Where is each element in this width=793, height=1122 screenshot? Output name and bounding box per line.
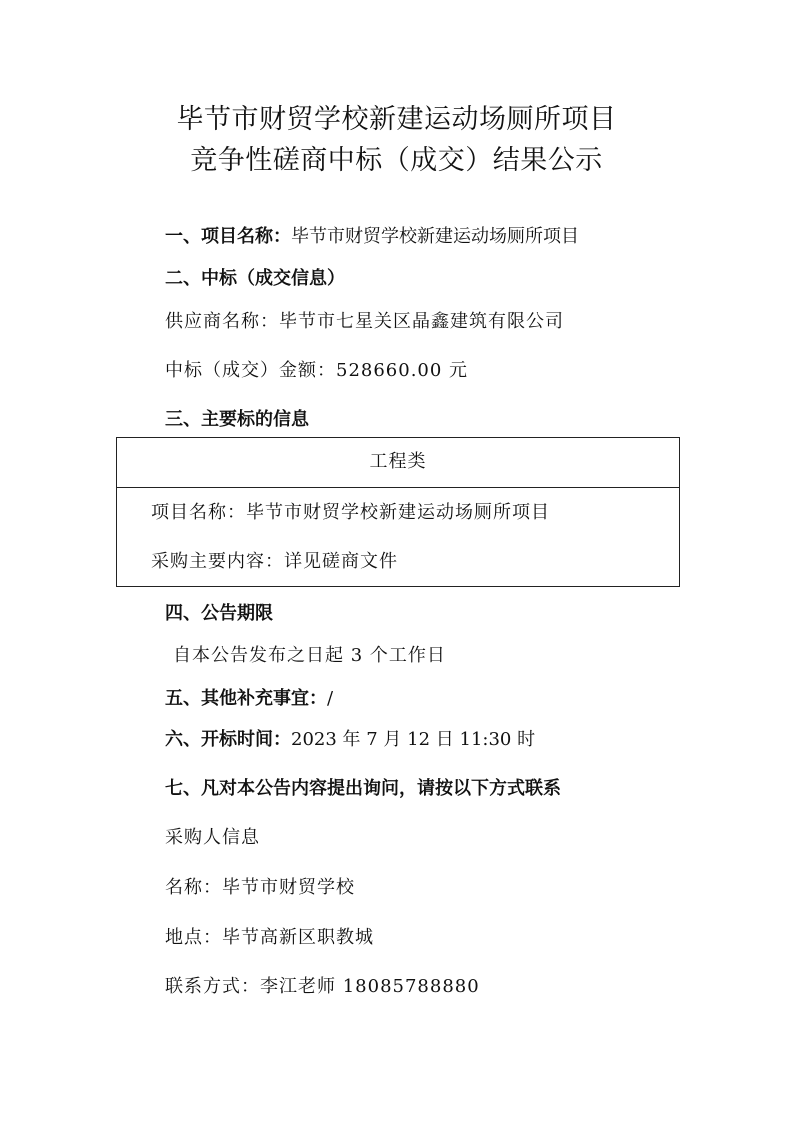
section-main-subject xyxy=(165,405,309,431)
award-amount: 中标（成交）金额：528660.00 元 xyxy=(165,360,469,381)
section-contact xyxy=(165,774,561,800)
section-heading: 三、主要标的信息 xyxy=(165,409,309,430)
section-heading: 四、公告期限 xyxy=(165,603,273,624)
section-heading: 二、中标（成交信息） xyxy=(165,268,345,289)
buyer-name: 名称：毕节市财贸学校 xyxy=(165,877,355,898)
other-matters-value: / xyxy=(327,688,334,709)
document-title-line-2: 竞争性磋商中标（成交）结果公示 xyxy=(190,145,603,176)
bid-opening-time-value: 2023 年 7 月 12 日 11:30 时 xyxy=(291,729,536,750)
section-award-info xyxy=(165,264,345,290)
section-heading: 一、项目名称： xyxy=(165,226,291,247)
section-heading: 五、其他补充事宜： xyxy=(165,688,327,709)
document-title-line-1: 毕节市财贸学校新建运动场厕所项目 xyxy=(176,104,617,135)
subject-info-table xyxy=(116,437,680,587)
announcement-period-value: 自本公告发布之日起 3 个工作日 xyxy=(173,645,446,666)
table-header: 工程类 xyxy=(117,438,679,488)
section-bid-opening-time xyxy=(165,725,535,751)
section-other-matters xyxy=(165,684,333,710)
supplier-name: 供应商名称：毕节市七星关区晶鑫建筑有限公司 xyxy=(165,311,564,332)
buyer-address: 地点：毕节高新区职教城 xyxy=(165,927,374,948)
buyer-info-label: 采购人信息 xyxy=(165,827,260,848)
section-project-name xyxy=(165,222,579,248)
project-name-value: 毕节市财贸学校新建运动场厕所项目 xyxy=(291,226,579,247)
buyer-contact: 联系方式：李江老师 18085788880 xyxy=(165,976,480,997)
section-heading: 六、开标时间： xyxy=(165,729,291,750)
section-announcement-period xyxy=(165,599,273,625)
table-row-project-name: 项目名称：毕节市财贸学校新建运动场厕所项目 xyxy=(151,502,550,523)
table-row-main-content: 采购主要内容：详见磋商文件 xyxy=(151,551,398,572)
section-heading: 七、凡对本公告内容提出询问，请按以下方式联系 xyxy=(165,778,561,799)
